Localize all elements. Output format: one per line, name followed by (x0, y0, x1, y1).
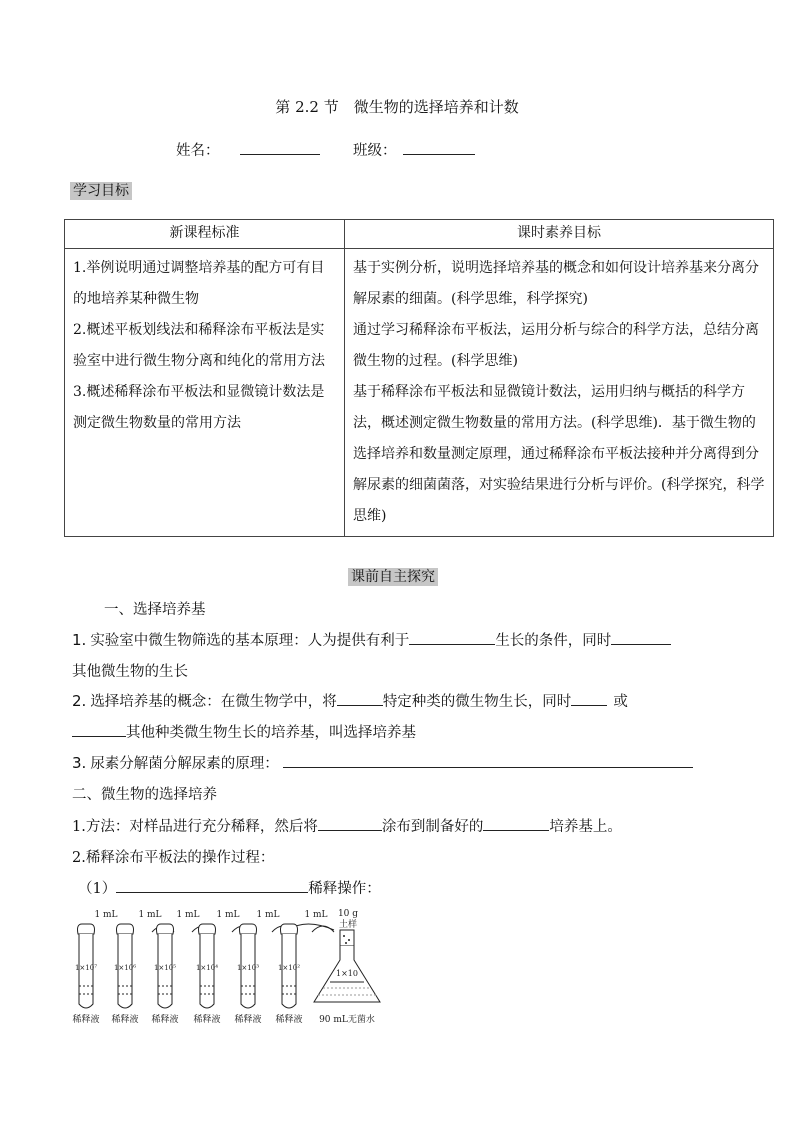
flask-label: 1×10 (336, 969, 358, 978)
transfer-label: 1 mL (138, 910, 162, 920)
step-1-line (78, 877, 381, 898)
page-title: 第 2.2 节 微生物的选择培养和计数 (275, 98, 519, 116)
sample-label: 土样 (338, 920, 358, 930)
answer-blank[interactable] (337, 691, 383, 706)
question-2 (72, 690, 628, 711)
test-tube (196, 924, 218, 1008)
goals-tag: 学习目标 (70, 182, 132, 200)
question-text: 选择培养基的概念：在微生物学中，将 (90, 694, 337, 710)
transfer-label: 1 mL (94, 910, 118, 920)
answer-blank[interactable] (571, 691, 607, 706)
transfer-label: 1 mL (216, 910, 240, 920)
name-blank[interactable] (240, 140, 320, 155)
question-number: 2. (72, 692, 87, 710)
literacy-goals-cell (345, 249, 774, 537)
test-tube (75, 924, 97, 1008)
answer-blank[interactable] (611, 630, 671, 645)
standard-item: 2.概述平板划线法和稀释涂布平板法是实验室中进行微生物分离和纯化的常用方法 (73, 322, 325, 369)
question-1 (72, 629, 671, 650)
flask-caption: 90 mL无菌水 (319, 1015, 375, 1025)
step-number: （1） (78, 881, 117, 897)
answer-blank[interactable] (72, 722, 126, 737)
question-number: 1. (72, 631, 87, 649)
answer-blank[interactable] (318, 816, 382, 831)
question-text: 涂布到制备好的 (381, 819, 484, 835)
answer-blank[interactable] (116, 878, 308, 893)
table-header: 新课程标准 (65, 220, 345, 249)
test-tube (114, 924, 136, 1008)
test-tube (154, 924, 176, 1008)
goal-item: 基于实例分析，说明选择培养基的概念和如何设计培养基来分离分解尿素的细菌。(科学思维，科学探究) (353, 260, 759, 307)
tube-label: 1×10⁴ (195, 964, 219, 972)
subsection-title: 二、微生物的选择培养 (72, 787, 217, 803)
question-text: 培养基上。 (549, 819, 622, 835)
answer-blank[interactable] (409, 630, 495, 645)
name-label: 姓名： (176, 143, 220, 159)
name-row (176, 139, 320, 160)
class-row (353, 139, 475, 160)
question-text: 生长的条件，同时 (495, 633, 612, 649)
transfer-label: 1 mL (304, 910, 328, 920)
question-text: 或 (613, 694, 628, 710)
transfer-label: 1 mL (256, 910, 280, 920)
standard-item: 1.举例说明通过调整培养基的配方可有目的地培养某种微生物 (73, 260, 325, 307)
tube-caption: 稀释液 (234, 1015, 262, 1025)
method-line (72, 815, 622, 836)
answer-blank[interactable] (283, 753, 693, 768)
table-header: 课时素养目标 (345, 220, 774, 249)
section-heading (348, 566, 438, 586)
answer-blank[interactable] (483, 816, 549, 831)
tube-caption: 稀释液 (151, 1015, 179, 1025)
tube-label: 1×10³ (236, 964, 260, 972)
question-number: 3. (72, 754, 87, 772)
dilution-figure (66, 900, 396, 1030)
procedure-line: 2.稀释涂布平板法的操作过程： (72, 850, 275, 866)
table-row (65, 249, 774, 537)
goals-table (64, 219, 774, 537)
tube-caption: 稀释液 (193, 1015, 221, 1025)
tube-caption: 稀释液 (275, 1015, 303, 1025)
test-tube (278, 924, 300, 1008)
class-label: 班级： (353, 143, 397, 159)
question-text: 实验室中微生物筛选的基本原理：人为提供有利于 (90, 633, 410, 649)
tube-label: 1×10⁷ (74, 964, 98, 972)
subsection-title: 一、选择培养基 (104, 602, 206, 618)
goal-item: 通过学习稀释涂布平板法，运用分析与综合的科学方法，总结分离微生物的过程。(科学思维) (353, 322, 759, 369)
curriculum-standards-cell (65, 249, 345, 537)
standard-item: 3.概述稀释涂布平板法和显微镜计数法是测定微生物数量的常用方法 (73, 384, 325, 431)
question-text: 1.方法：对样品进行充分稀释，然后将 (72, 819, 318, 835)
transfer-label: 1 mL (176, 910, 200, 920)
question-text: 特定种类的微生物生长，同时 (382, 694, 572, 710)
question-1-cont: 其他微生物的生长 (72, 664, 188, 680)
question-text: 稀释操作： (308, 881, 381, 897)
tube-caption: 稀释液 (72, 1015, 100, 1025)
test-tube (237, 924, 259, 1008)
question-text: 其他种类微生物生长的培养基，叫选择培养基 (126, 725, 416, 741)
class-blank[interactable] (403, 140, 475, 155)
goals-heading (70, 180, 132, 200)
goal-item: 基于稀释涂布平板法和显微镜计数法，运用归纳与概括的科学方法，概述测定微生物数量的常用方法。(科学思维)．基于微生物的选择培养和数量测定原理，通过稀释涂布平板法接种并分离得到分解尿素的细菌菌落，对实验结果进行分析与评价。(科学探究，科学思维) (353, 384, 765, 524)
sample-label: 10 g (337, 909, 359, 919)
flask (314, 930, 380, 1002)
section-tag: 课前自主探究 (348, 568, 438, 586)
table-header-row (65, 220, 774, 249)
question-2-cont (72, 721, 416, 742)
tube-label: 1×10⁶ (113, 964, 137, 972)
question-text: 尿素分解菌分解尿素的原理： (90, 756, 279, 772)
tube-caption: 稀释液 (111, 1015, 139, 1025)
tube-label: 1×10⁵ (153, 964, 177, 972)
tube-label: 1×10² (277, 964, 301, 972)
question-3 (72, 752, 693, 773)
